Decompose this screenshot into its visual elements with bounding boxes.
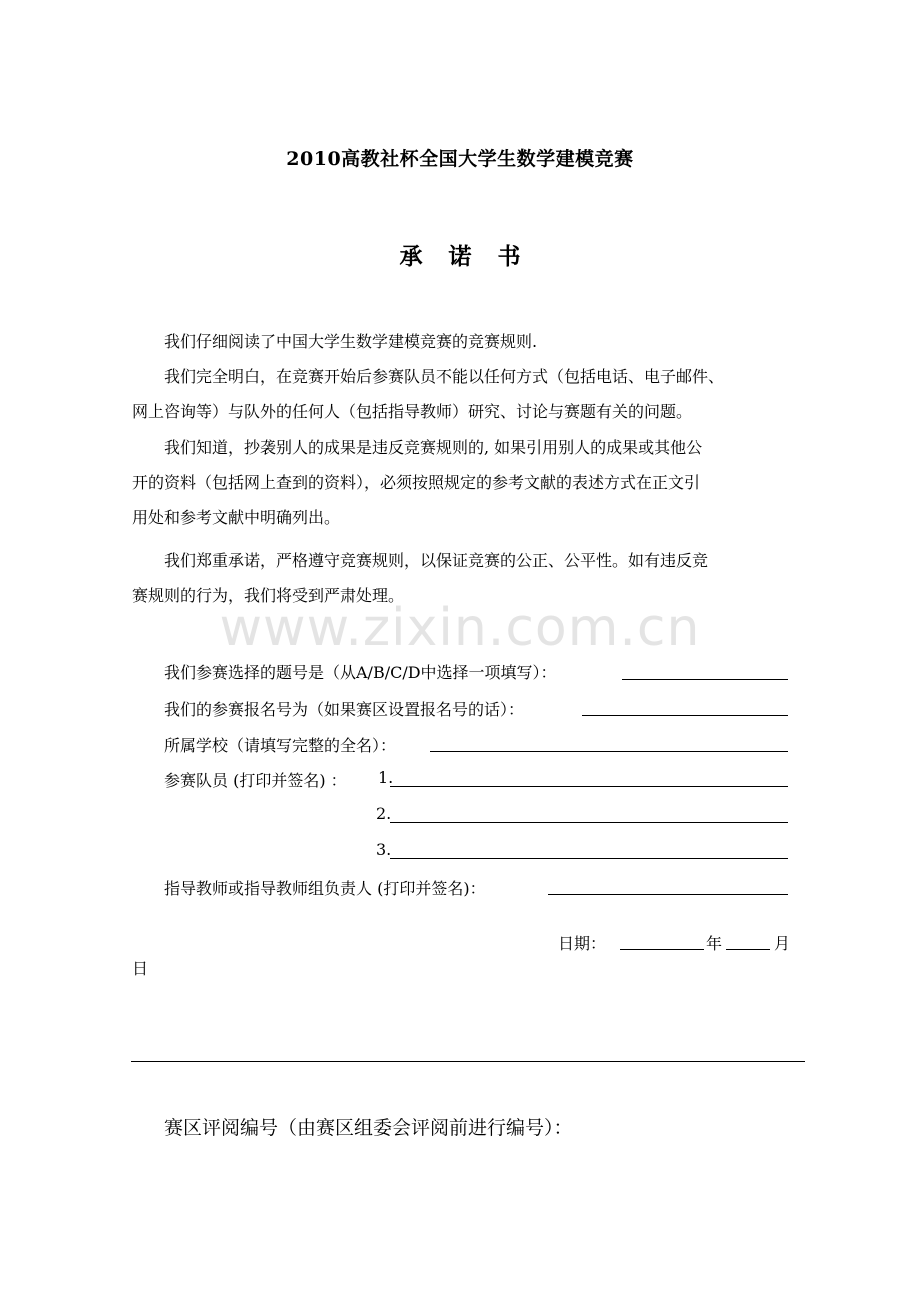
member-2-field[interactable] [390,822,788,823]
paragraph-2-line-2: 网上咨询等）与队外的任何人（包括指导教师）研究、讨论与赛题有关的问题。 [132,402,693,421]
paragraph-3-line-2: 开的资料（包括网上查到的资料），必须按照规定的参考文献的表述方式在正文引 [132,473,701,492]
paragraph-3-line-3: 用处和参考文献中明确列出。 [132,508,341,527]
paragraph-2-line-1: 我们完全明白，在竞赛开始后参赛队员不能以任何方式（包括电话、电子邮件、 [164,367,725,386]
date-day-unit: 日 [132,959,149,978]
advisor-label: 指导教师或指导教师组负责人 (打印并签名)： [164,879,486,898]
paragraph-4-line-1: 我们郑重承诺，严格遵守竞赛规则，以保证竞赛的公正、公平性。如有违反竞 [164,551,709,570]
date-year-unit: 年 [706,934,723,953]
problem-number-field[interactable] [622,679,788,680]
registration-number-label: 我们的参赛报名号为（如果赛区设置报名号的话）： [164,700,525,719]
date-label: 日期： [558,934,607,953]
member-3-field[interactable] [390,858,788,859]
registration-number-field[interactable] [582,715,788,716]
school-label: 所属学校（请填写完整的全名）： [164,736,397,755]
member-number-1: 1. [378,768,394,787]
document-title: 2010高教社杯全国大学生数学建模竞赛 [286,148,634,170]
paragraph-1: 我们仔细阅读了中国大学生数学建模竞赛的竞赛规则. [164,332,538,351]
team-members-label: 参赛队员 (打印并签名) ： [164,771,347,790]
member-number-3: 3. [376,840,392,859]
advisor-field[interactable] [548,894,788,895]
section-divider [131,1061,805,1062]
school-field[interactable] [430,751,788,752]
member-1-field[interactable] [390,786,788,787]
date-month-unit: 月 [774,934,791,953]
date-month-field[interactable] [726,949,770,950]
watermark: www.zixin.com.cn [219,598,701,658]
paragraph-4-line-2: 赛规则的行为，我们将受到严肃处理。 [132,586,405,605]
paragraph-3-line-1: 我们知道，抄袭别人的成果是违反竞赛规则的, 如果引用别人的成果或其他公 [164,438,703,457]
document-heading: 承诺书 [399,243,547,270]
member-number-2: 2. [376,804,392,823]
date-year-field[interactable] [620,949,704,950]
problem-number-label: 我们参赛选择的题号是（从A/B/C/D中选择一项填写）： [164,663,557,682]
review-number-label: 赛区评阅编号（由赛区组委会评阅前进行编号）： [164,1117,573,1139]
